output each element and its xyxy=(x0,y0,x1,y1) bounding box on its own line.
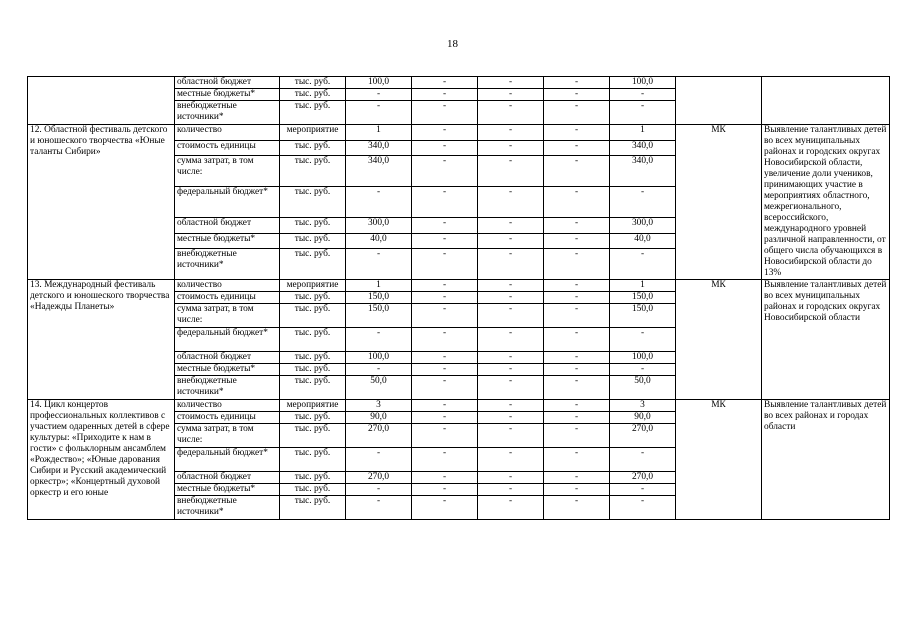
value-cell: 40,0 xyxy=(610,233,676,249)
indicator-cell: федеральный бюджет* xyxy=(175,187,280,218)
value-cell: - xyxy=(346,496,412,520)
unit-cell: тыс. руб. xyxy=(280,187,346,218)
indicator-cell: сумма затрат, в том числе: xyxy=(175,156,280,187)
value-cell: - xyxy=(478,77,544,89)
result-cell: Выявление талантливых детей во всех муниципальных районах и городских округах Новосибирской области, увеличение доли учеников, принимающих участие в мероприятиях областного, межрегионального, всероссийского, международного уровней различной направленности, от общего числа обучающихся в Новосибирской области до 13% xyxy=(762,125,890,280)
value-cell: - xyxy=(478,101,544,125)
event-name-cell: 13. Международный фестиваль детского и юношеского творчества «Надежды Планеты» xyxy=(28,280,175,400)
unit-cell: тыс. руб. xyxy=(280,472,346,484)
value-cell: 340,0 xyxy=(346,140,412,156)
value-cell: - xyxy=(478,233,544,249)
indicator-cell: внебюджетные источники* xyxy=(175,376,280,400)
value-cell: 150,0 xyxy=(610,304,676,328)
indicator-cell: внебюджетные источники* xyxy=(175,496,280,520)
value-cell: - xyxy=(544,448,610,472)
value-cell: 300,0 xyxy=(610,218,676,234)
value-cell: 1 xyxy=(346,125,412,141)
indicator-cell: местные бюджеты* xyxy=(175,484,280,496)
event-name-cell xyxy=(28,77,175,125)
indicator-cell: количество xyxy=(175,280,280,292)
value-cell: - xyxy=(544,364,610,376)
value-cell: - xyxy=(346,187,412,218)
unit-cell: тыс. руб. xyxy=(280,77,346,89)
value-cell: - xyxy=(412,125,478,141)
value-cell: - xyxy=(412,400,478,412)
value-cell: 3 xyxy=(346,400,412,412)
value-cell: 50,0 xyxy=(610,376,676,400)
unit-cell: тыс. руб. xyxy=(280,484,346,496)
value-cell: - xyxy=(544,376,610,400)
value-cell: - xyxy=(478,187,544,218)
value-cell: - xyxy=(412,101,478,125)
value-cell: - xyxy=(478,304,544,328)
unit-cell: тыс. руб. xyxy=(280,233,346,249)
value-cell: - xyxy=(544,352,610,364)
value-cell: - xyxy=(544,400,610,412)
value-cell: 100,0 xyxy=(346,352,412,364)
value-cell: 50,0 xyxy=(346,376,412,400)
value-cell: - xyxy=(610,249,676,280)
value-cell: - xyxy=(478,496,544,520)
value-cell: - xyxy=(544,125,610,141)
indicator-cell: областной бюджет xyxy=(175,352,280,364)
value-cell: - xyxy=(478,448,544,472)
page-number: 18 xyxy=(447,38,458,50)
value-cell: 150,0 xyxy=(610,292,676,304)
value-cell: - xyxy=(346,328,412,352)
value-cell: 3 xyxy=(610,400,676,412)
indicator-cell: внебюджетные источники* xyxy=(175,249,280,280)
value-cell: - xyxy=(412,280,478,292)
value-cell: - xyxy=(478,156,544,187)
value-cell: - xyxy=(412,233,478,249)
value-cell: - xyxy=(478,280,544,292)
value-cell: - xyxy=(412,376,478,400)
unit-cell: тыс. руб. xyxy=(280,412,346,424)
value-cell: - xyxy=(478,472,544,484)
value-cell: - xyxy=(478,352,544,364)
value-cell: - xyxy=(412,352,478,364)
value-cell: - xyxy=(544,140,610,156)
unit-cell: тыс. руб. xyxy=(280,376,346,400)
value-cell: - xyxy=(544,424,610,448)
value-cell: - xyxy=(478,140,544,156)
indicator-cell: сумма затрат, в том числе: xyxy=(175,424,280,448)
value-cell: - xyxy=(412,496,478,520)
indicator-cell: областной бюджет xyxy=(175,218,280,234)
value-cell: - xyxy=(412,156,478,187)
program-table xyxy=(27,76,890,520)
value-cell: - xyxy=(346,484,412,496)
value-cell: - xyxy=(412,304,478,328)
value-cell: - xyxy=(544,156,610,187)
unit-cell: тыс. руб. xyxy=(280,424,346,448)
value-cell: - xyxy=(610,101,676,125)
value-cell: - xyxy=(478,292,544,304)
value-cell: - xyxy=(412,249,478,280)
unit-cell: тыс. руб. xyxy=(280,101,346,125)
value-cell: - xyxy=(544,328,610,352)
value-cell: - xyxy=(412,364,478,376)
unit-cell: тыс. руб. xyxy=(280,218,346,234)
unit-cell: мероприятие xyxy=(280,125,346,141)
indicator-cell: местные бюджеты* xyxy=(175,364,280,376)
unit-cell: тыс. руб. xyxy=(280,304,346,328)
indicator-cell: внебюджетные источники* xyxy=(175,101,280,125)
indicator-cell: областной бюджет xyxy=(175,472,280,484)
value-cell: - xyxy=(544,484,610,496)
value-cell: - xyxy=(544,187,610,218)
value-cell: - xyxy=(412,77,478,89)
value-cell: 340,0 xyxy=(610,156,676,187)
value-cell: 100,0 xyxy=(610,77,676,89)
indicator-cell: стоимость единицы xyxy=(175,140,280,156)
value-cell: - xyxy=(544,280,610,292)
value-cell: - xyxy=(412,448,478,472)
value-cell: - xyxy=(478,364,544,376)
unit-cell: тыс. руб. xyxy=(280,89,346,101)
unit-cell: мероприятие xyxy=(280,280,346,292)
value-cell: - xyxy=(544,292,610,304)
value-cell: - xyxy=(544,218,610,234)
value-cell: - xyxy=(544,496,610,520)
executor-cell: МК xyxy=(676,125,762,280)
unit-cell: тыс. руб. xyxy=(280,448,346,472)
value-cell: - xyxy=(412,472,478,484)
value-cell: - xyxy=(544,304,610,328)
value-cell: - xyxy=(544,89,610,101)
result-cell: Выявление талантливых детей во всех муниципальных районах и городских округах Новосибирской области xyxy=(762,280,890,400)
unit-cell: тыс. руб. xyxy=(280,352,346,364)
value-cell: 270,0 xyxy=(610,424,676,448)
result-cell: Выявление талантливых детей во всех районах и городах области xyxy=(762,400,890,520)
value-cell: 270,0 xyxy=(346,472,412,484)
unit-cell: тыс. руб. xyxy=(280,496,346,520)
value-cell: - xyxy=(412,218,478,234)
value-cell: - xyxy=(478,412,544,424)
unit-cell: тыс. руб. xyxy=(280,249,346,280)
table-row xyxy=(28,77,890,89)
value-cell: - xyxy=(412,292,478,304)
executor-cell xyxy=(676,77,762,125)
value-cell: - xyxy=(610,328,676,352)
indicator-cell: сумма затрат, в том числе: xyxy=(175,304,280,328)
value-cell: 270,0 xyxy=(610,472,676,484)
value-cell: - xyxy=(544,233,610,249)
indicator-cell: областной бюджет xyxy=(175,77,280,89)
value-cell: 40,0 xyxy=(346,233,412,249)
unit-cell: тыс. руб. xyxy=(280,328,346,352)
value-cell: - xyxy=(478,400,544,412)
value-cell: 270,0 xyxy=(346,424,412,448)
value-cell: 150,0 xyxy=(346,304,412,328)
indicator-cell: стоимость единицы xyxy=(175,412,280,424)
value-cell: - xyxy=(610,89,676,101)
value-cell: 1 xyxy=(610,125,676,141)
value-cell: 1 xyxy=(610,280,676,292)
value-cell: 150,0 xyxy=(346,292,412,304)
value-cell: - xyxy=(610,364,676,376)
indicator-cell: количество xyxy=(175,125,280,141)
value-cell: - xyxy=(478,125,544,141)
value-cell: - xyxy=(346,448,412,472)
value-cell: - xyxy=(544,101,610,125)
value-cell: - xyxy=(412,412,478,424)
indicator-cell: федеральный бюджет* xyxy=(175,328,280,352)
table-row xyxy=(28,280,890,292)
value-cell: 340,0 xyxy=(346,156,412,187)
value-cell: - xyxy=(346,89,412,101)
value-cell: - xyxy=(412,89,478,101)
value-cell: - xyxy=(544,77,610,89)
indicator-cell: федеральный бюджет* xyxy=(175,448,280,472)
unit-cell: тыс. руб. xyxy=(280,156,346,187)
value-cell: - xyxy=(346,364,412,376)
value-cell: - xyxy=(610,187,676,218)
value-cell: - xyxy=(478,328,544,352)
value-cell: - xyxy=(412,140,478,156)
value-cell: 100,0 xyxy=(346,77,412,89)
value-cell: 90,0 xyxy=(610,412,676,424)
value-cell: - xyxy=(412,424,478,448)
unit-cell: мероприятие xyxy=(280,400,346,412)
value-cell: 300,0 xyxy=(346,218,412,234)
value-cell: 100,0 xyxy=(610,352,676,364)
result-cell xyxy=(762,77,890,125)
executor-cell: МК xyxy=(676,280,762,400)
value-cell: - xyxy=(478,424,544,448)
unit-cell: тыс. руб. xyxy=(280,364,346,376)
value-cell: 90,0 xyxy=(346,412,412,424)
indicator-cell: местные бюджеты* xyxy=(175,89,280,101)
value-cell: - xyxy=(478,89,544,101)
value-cell: - xyxy=(610,496,676,520)
value-cell: - xyxy=(610,484,676,496)
table-row xyxy=(28,125,890,141)
executor-cell: МК xyxy=(676,400,762,520)
unit-cell: тыс. руб. xyxy=(280,292,346,304)
indicator-cell: стоимость единицы xyxy=(175,292,280,304)
value-cell: - xyxy=(478,218,544,234)
value-cell: - xyxy=(346,101,412,125)
indicator-cell: количество xyxy=(175,400,280,412)
value-cell: - xyxy=(544,412,610,424)
value-cell: - xyxy=(478,484,544,496)
indicator-cell: местные бюджеты* xyxy=(175,233,280,249)
value-cell: - xyxy=(478,376,544,400)
value-cell: 1 xyxy=(346,280,412,292)
value-cell: - xyxy=(412,328,478,352)
value-cell: - xyxy=(478,249,544,280)
event-name-cell: 12. Областной фестиваль детского и юношеского творчества «Юные таланты Сибири» xyxy=(28,125,175,280)
value-cell: - xyxy=(412,187,478,218)
value-cell: - xyxy=(544,249,610,280)
value-cell: - xyxy=(346,249,412,280)
value-cell: - xyxy=(544,472,610,484)
table-row xyxy=(28,400,890,412)
value-cell: 340,0 xyxy=(610,140,676,156)
value-cell: - xyxy=(610,448,676,472)
unit-cell: тыс. руб. xyxy=(280,140,346,156)
event-name-cell: 14. Цикл концертов профессиональных коллективов с участием одаренных детей в сфере культуры: «Приходите к нам в гости» с фольклорным ансамблем «Рождество»; «Юные дарования Сибири и Русский академический оркестр»; «Концертный духовой оркестр и его юные xyxy=(28,400,175,520)
value-cell: - xyxy=(412,484,478,496)
